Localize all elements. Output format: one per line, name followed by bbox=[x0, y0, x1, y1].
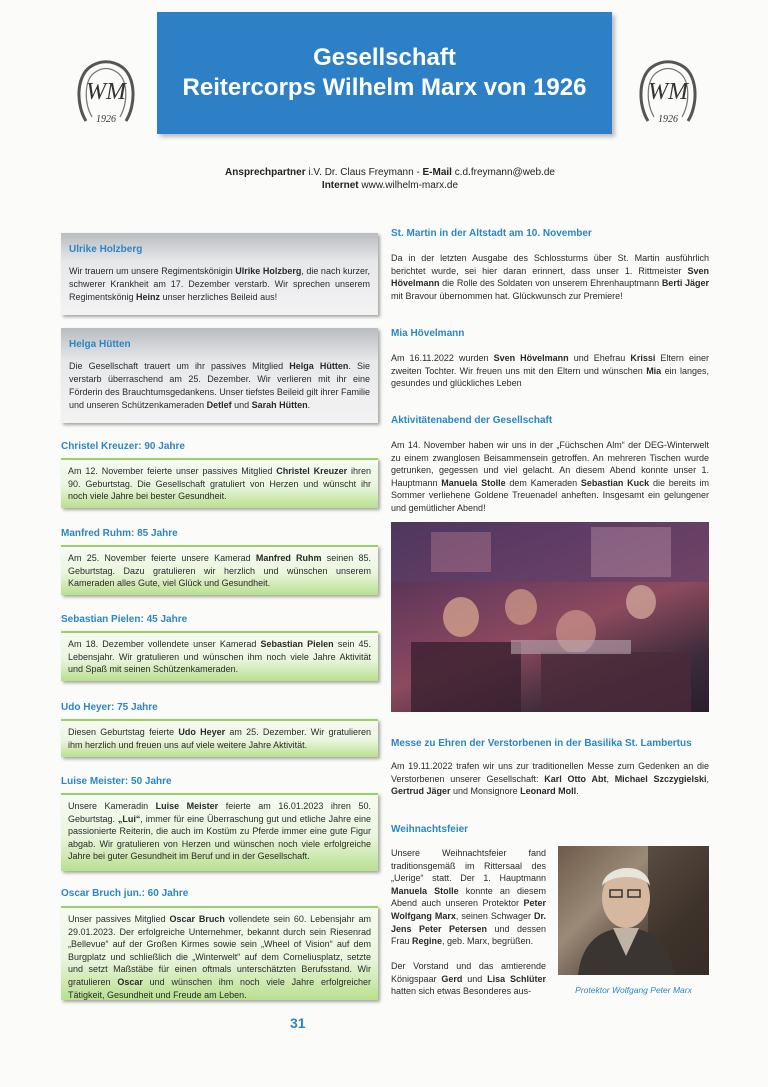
heading-aktiv: Aktivitätenabend der Gesellschaft bbox=[391, 415, 553, 426]
heading-pielen: Sebastian Pielen: 45 Jahre bbox=[61, 614, 188, 625]
internet-label: Internet bbox=[321, 180, 359, 191]
heading-martin: St. Martin in der Altstadt am 10. November bbox=[391, 228, 592, 239]
title-banner bbox=[157, 12, 612, 134]
heading-messe: Messe zu Ehren der Verstorbenen in der Basilika St. Lambertus bbox=[391, 738, 692, 749]
logo-year: 1926 bbox=[658, 114, 678, 125]
text-heyer: Diesen Geburtstag feierte Udo Heyer am 25. Dezember. Wir gratulieren ihm herzlich und freuen uns auf viele weitere Jahre Aktivität. bbox=[68, 727, 371, 750]
article-huetten bbox=[61, 328, 378, 423]
photo-caption: Protektor Wolfgang Peter Marx bbox=[575, 985, 692, 995]
contact-label: Ansprechpartner bbox=[225, 167, 306, 178]
title-line-1: Gesellschaft bbox=[313, 44, 456, 71]
box-pielen bbox=[61, 631, 378, 681]
contact-info bbox=[180, 166, 600, 192]
text-messe: Am 19.11.2022 trafen wir uns zur traditionellen Messe zum Gedenken an die Verstorbenen unserer Gesellschaft: Karl Otto Abt, Michael Szczygielski, Gertrud Jäger und Monsignore Leonard Moll. bbox=[391, 761, 709, 797]
text-meister: Unsere Kameradin Luise Meister feierte am 16.01.2023 ihren 50. Geburtstag. „Lui“, immer für eine Überraschung gut und etliche Jahre eine passionierte Reiterin, die auch im Kostüm zu Pferde immer eine gute Figur abgab. Wir gratulieren von Herzen und wünschen noch viele erfolgreiche Jahre bei guter Gesundheit im Beruf und in der Gesellschaft. bbox=[68, 801, 372, 862]
email-address: c.d.freymann@web.de bbox=[451, 167, 555, 178]
heading-bruch: Oscar Bruch jun.: 60 Jahre bbox=[61, 888, 189, 899]
text-kreuzer: Am 12. November feierte unser passives Mitglied Christel Kreuzer ihren 90. Geburtstag. Die Gesellschaft gratuliert von Herzen und wünscht ihr noch viele Jahre bei bester Gesundheit. bbox=[68, 466, 371, 502]
logo-right bbox=[632, 55, 704, 127]
box-meister bbox=[61, 793, 378, 871]
heading-ruhm: Manfred Ruhm: 85 Jahre bbox=[61, 528, 178, 539]
box-ruhm bbox=[61, 545, 378, 595]
text-pielen: Am 18. Dezember vollendete unser Kamerad Sebastian Pielen sein 45. Lebensjahr. Wir gratulieren und wünschen ihm noch viele Jahre Aktivität und Spaß mit seinen Schützenkameraden. bbox=[68, 639, 372, 675]
email-label: E-Mail bbox=[422, 167, 452, 178]
heading-mia: Mia Hövelmann bbox=[391, 328, 465, 339]
heading-huetten: Helga Hütten bbox=[69, 339, 131, 350]
page-number: 31 bbox=[290, 1015, 306, 1031]
contact-person: i.V. Dr. Claus Freymann - bbox=[305, 167, 423, 178]
text-martin: Da in der letzten Ausgabe des Schlossturms über St. Martin ausführlich berichtet wurde, sei hier daran erinnert, dass unser 1. Rittmeister Sven Hövelmann die Rolle des Soldaten von unserem Ehrenhauptmann Berti Jäger mit Bravour übernommen hat. Glückwunsch zur Premiere! bbox=[391, 253, 709, 301]
text-weihnacht: Unsere Weihnachtsfeier fand traditionsgemäß im Rittersaal des „Uerige“ statt. Der 1. Hauptmann Manuela Stolle konnte an diesem Abend auch unseren Protektor Peter Wolfgang Marx, seinen Schwager Dr. Jens Peter Petersen und dessen Frau Regine, geb. Marx, begrüßen. bbox=[391, 848, 546, 947]
logo-monogram: WM bbox=[648, 79, 688, 105]
logo-left bbox=[70, 55, 142, 127]
logo-monogram: WM bbox=[86, 79, 126, 105]
box-kreuzer bbox=[61, 458, 378, 508]
text-weihnacht-2: Der Vorstand und das amtierende Königspaar Gerd und Lisa Schlüter hatten sich etwas Besonderes aus- bbox=[391, 961, 546, 997]
text-ruhm: Am 25. November feierte unsere Kamerad Manfred Ruhm seinen 85. Geburtstag. Dazu gratulieren wir herzlich und wünschen unserem Kameraden alles Gute, viel Glück und Gesundheit. bbox=[68, 553, 371, 589]
internet-address: www.wilhelm-marx.de bbox=[358, 180, 459, 191]
box-bruch bbox=[61, 906, 378, 1000]
text-huetten: Die Gesellschaft trauert um ihr passives Mitglied Helga Hütten. Sie verstarb überraschend am 25. Dezember. Wir verlieren mit ihr eine Förderin des Brauchtumsgedankens. Unser tiefstes Beileid gilt ihrer Familie und unseren Schützenkameraden Detlef und Sarah Hütten. bbox=[69, 361, 370, 410]
heading-weihnacht: Weihnachtsfeier bbox=[391, 824, 469, 835]
text-bruch: Unser passives Mitglied Oscar Bruch vollendete sein 60. Lebensjahr am 29.01.2023. Der erfolgreiche Unternehmer, bekannt durch sein Riesenrad „Bellevue“ auf der Großen Kirmes sowie sein „Wheel of Vision“ auf dem Burgplatz und schließlich die „Winterwelt“ auf dem Corneliusplatz, setzte und setzt Maßstäbe für einen oftmals unterschätzten Berufsstand. Wir gratulieren Oscar und wünschen ihm noch viele Jahre erfolgreicher Tätigkeit, Gesundheit und Freude am Leben. bbox=[68, 914, 371, 1000]
box-heyer bbox=[61, 719, 378, 757]
heading-holzberg: Ulrike Holzberg bbox=[69, 244, 143, 255]
photo-protektor bbox=[558, 846, 709, 975]
logo-year: 1926 bbox=[96, 114, 116, 125]
heading-kreuzer: Christel Kreuzer: 90 Jahre bbox=[61, 441, 185, 452]
text-aktiv: Am 14. November haben wir uns in der „Füchschen Alm“ der DEG-Winterwelt zu einem zwanglosen Beisammensein getroffen. An mehreren Tischen wurde getrunken, gegessen und viel gelacht. An diesem Abend konnte unser 1. Hauptmann Manuela Stolle dem Kameraden Sebastian Kuck die bereits im Sommer verliehene Goldene Treuenadel anheften. Insgesamt ein gelungener und gemütlicher Abend! bbox=[391, 440, 710, 513]
article-holzberg bbox=[61, 233, 378, 315]
photo-aktivitaetenabend bbox=[391, 522, 709, 712]
title-line-2: Reitercorps Wilhelm Marx von 1926 bbox=[182, 74, 587, 101]
heading-meister: Luise Meister: 50 Jahre bbox=[61, 776, 172, 787]
text-holzberg: Wir trauern um unsere Regimentskönigin Ulrike Holzberg, die nach kurzer, schwerer Krankheit am 17. Dezember verstarb. Wir sprechen unserem Regimentskönig Heinz unser herzliches Beileid aus! bbox=[69, 266, 371, 302]
text-mia: Am 16.11.2022 wurden Sven Hövelmann und Ehefrau Krissi Eltern einer zweiten Tochter. Wir freuen uns mit den Eltern und wünschen Mia ein langes, gesundes und glückliches Leben bbox=[391, 353, 709, 389]
heading-heyer: Udo Heyer: 75 Jahre bbox=[61, 702, 158, 713]
